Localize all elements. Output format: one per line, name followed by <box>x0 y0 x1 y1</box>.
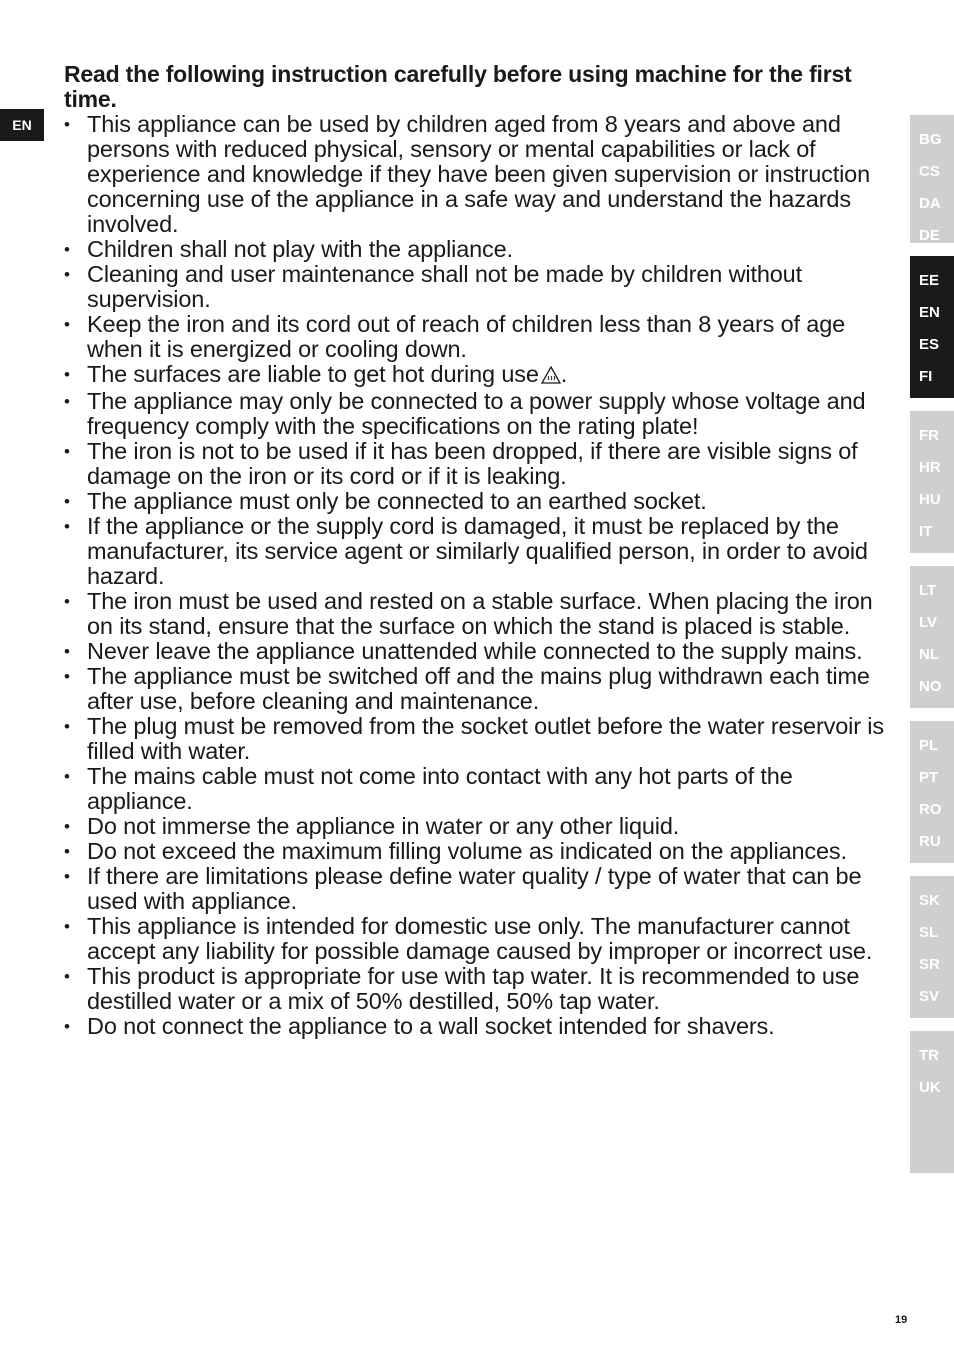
instruction-text: The appliance must be switched off and the mains plug withdrawn each time after use, before cleaning and maintenance. <box>87 663 870 714</box>
instruction-text: The iron must be used and rested on a stable surface. When placing the iron on its stand, ensure that the surface on which the stand is placed is stable. <box>87 588 873 639</box>
instruction-text: This appliance is intended for domestic use only. The manufacturer cannot accept any liability for possible damage caused by improper or incorrect use. <box>87 913 873 964</box>
language-group <box>910 876 954 1018</box>
language-group <box>910 115 954 243</box>
bullet-marker: • <box>64 517 70 536</box>
instruction-item <box>64 814 886 839</box>
language-code-tr[interactable]: TR <box>919 1047 939 1064</box>
instruction-item <box>64 964 886 1014</box>
instruction-text: The appliance must only be connected to an earthed socket. <box>87 488 707 514</box>
instruction-text: This product is appropriate for use with tap water. It is recommended to use destilled water or a mix of 50% destilled, 50% tap water. <box>87 963 860 1014</box>
instruction-item <box>64 714 886 764</box>
bullet-marker: • <box>64 592 70 611</box>
language-code-hu[interactable]: HU <box>919 491 941 508</box>
section-language-badge <box>0 109 44 141</box>
bullet-marker: • <box>64 767 70 786</box>
language-code-it[interactable]: IT <box>919 523 933 540</box>
instruction-item <box>64 914 886 964</box>
language-code-no[interactable]: NO <box>919 678 942 695</box>
instruction-item <box>64 664 886 714</box>
instruction-item <box>64 389 886 439</box>
instruction-item <box>64 1014 886 1039</box>
bullet-marker: • <box>64 917 70 936</box>
instruction-text: Do not immerse the appliance in water or any other liquid. <box>87 813 680 839</box>
language-code-fr[interactable]: FR <box>919 427 939 444</box>
language-code-uk[interactable]: UK <box>919 1079 941 1096</box>
instruction-text: Do not connect the appliance to a wall socket intended for shavers. <box>87 1013 775 1039</box>
page-heading: Read the following instruction carefully before using machine for the first time. <box>64 61 852 112</box>
instruction-item <box>64 312 886 362</box>
language-code-en[interactable]: EN <box>919 304 940 321</box>
language-code-es[interactable]: ES <box>919 336 940 353</box>
bullet-marker: • <box>64 392 70 411</box>
language-code-pt[interactable]: PT <box>919 769 939 786</box>
page-number: 19 <box>895 1314 908 1326</box>
instruction-item <box>64 489 886 514</box>
language-sidebar <box>910 115 954 1186</box>
language-code-sv[interactable]: SV <box>919 988 940 1005</box>
language-group-active <box>910 256 954 398</box>
instruction-item <box>64 589 886 639</box>
language-code-lv[interactable]: LV <box>919 614 938 631</box>
instruction-item <box>64 237 886 262</box>
bullet-marker: • <box>64 442 70 461</box>
bullet-marker: • <box>64 365 70 384</box>
bullet-marker: • <box>64 817 70 836</box>
instruction-list <box>64 112 886 1039</box>
language-code-ee[interactable]: EE <box>919 272 940 289</box>
language-code-sk[interactable]: SK <box>919 892 940 909</box>
instruction-item <box>64 262 886 312</box>
bullet-marker: • <box>64 492 70 511</box>
bullet-marker: • <box>64 315 70 334</box>
instruction-text: If there are limitations please define water quality / type of water that can be used with appliance. <box>87 863 862 914</box>
bullet-marker: • <box>64 1017 70 1036</box>
language-code-hr[interactable]: HR <box>919 459 941 476</box>
language-group <box>910 411 954 553</box>
instruction-item <box>64 839 886 864</box>
language-code-cs[interactable]: CS <box>919 163 940 180</box>
instruction-text: The surfaces are liable to get hot during use <box>87 361 539 387</box>
bullet-marker: • <box>64 642 70 661</box>
instruction-item <box>64 439 886 489</box>
instruction-text: The mains cable must not come into contact with any hot parts of the appliance. <box>87 763 793 814</box>
hot-surface-warning-icon <box>541 364 561 389</box>
language-code-ro[interactable]: RO <box>919 801 942 818</box>
instruction-item <box>64 764 886 814</box>
language-code-nl[interactable]: NL <box>919 646 939 663</box>
instruction-item <box>64 864 886 914</box>
language-code-lt[interactable]: LT <box>919 582 937 599</box>
instructions-content <box>64 62 886 1039</box>
language-code-fi[interactable]: FI <box>919 368 933 385</box>
instruction-suffix: . <box>560 361 568 387</box>
bullet-marker: • <box>64 240 70 259</box>
instruction-item <box>64 362 886 389</box>
instruction-text: Keep the iron and its cord out of reach of children less than 8 years of age when it is energized or cooling down. <box>87 311 846 362</box>
language-group <box>910 566 954 708</box>
instruction-text: Do not exceed the maximum filling volume as indicated on the appliances. <box>87 838 847 864</box>
instruction-text: The appliance may only be connected to a power supply whose voltage and frequency comply with the specifications on the rating plate! <box>87 388 866 439</box>
language-code-bg[interactable]: BG <box>919 131 942 148</box>
bullet-marker: • <box>64 867 70 886</box>
language-code-da[interactable]: DA <box>919 195 941 212</box>
language-code-de[interactable]: DE <box>919 227 940 244</box>
bullet-marker: • <box>64 967 70 986</box>
instruction-text: Never leave the appliance unattended while connected to the supply mains. <box>87 638 863 664</box>
language-code-sr[interactable]: SR <box>919 956 940 973</box>
language-group <box>910 1031 954 1173</box>
instruction-text: The iron is not to be used if it has been dropped, if there are visible signs of damage on the iron or its cord or if it is leaking. <box>87 438 858 489</box>
instruction-item <box>64 514 886 589</box>
instruction-text: This appliance can be used by children aged from 8 years and above and persons with reduced physical, sensory or mental capabilities or lack of experience and knowledge if they have been given supervision or instruction concerning use of the appliance in a safe way and understand the hazards involved. <box>87 111 871 237</box>
language-group <box>910 721 954 863</box>
instruction-item <box>64 639 886 664</box>
instruction-text: The plug must be removed from the socket outlet before the water reservoir is filled with water. <box>87 713 884 764</box>
bullet-marker: • <box>64 717 70 736</box>
language-code-ru[interactable]: RU <box>919 833 941 850</box>
instruction-item <box>64 112 886 237</box>
bullet-marker: • <box>64 667 70 686</box>
bullet-marker: • <box>64 115 70 134</box>
section-language-label: EN <box>12 117 32 133</box>
bullet-marker: • <box>64 842 70 861</box>
language-code-pl[interactable]: PL <box>919 737 939 754</box>
instruction-text: Children shall not play with the appliance. <box>87 236 513 262</box>
bullet-marker: • <box>64 265 70 284</box>
instruction-text: If the appliance or the supply cord is damaged, it must be replaced by the manufacturer, its service agent or similarly qualified person, in order to avoid hazard. <box>87 513 868 589</box>
instruction-text: Cleaning and user maintenance shall not be made by children without supervision. <box>87 261 802 312</box>
language-code-sl[interactable]: SL <box>919 924 939 941</box>
